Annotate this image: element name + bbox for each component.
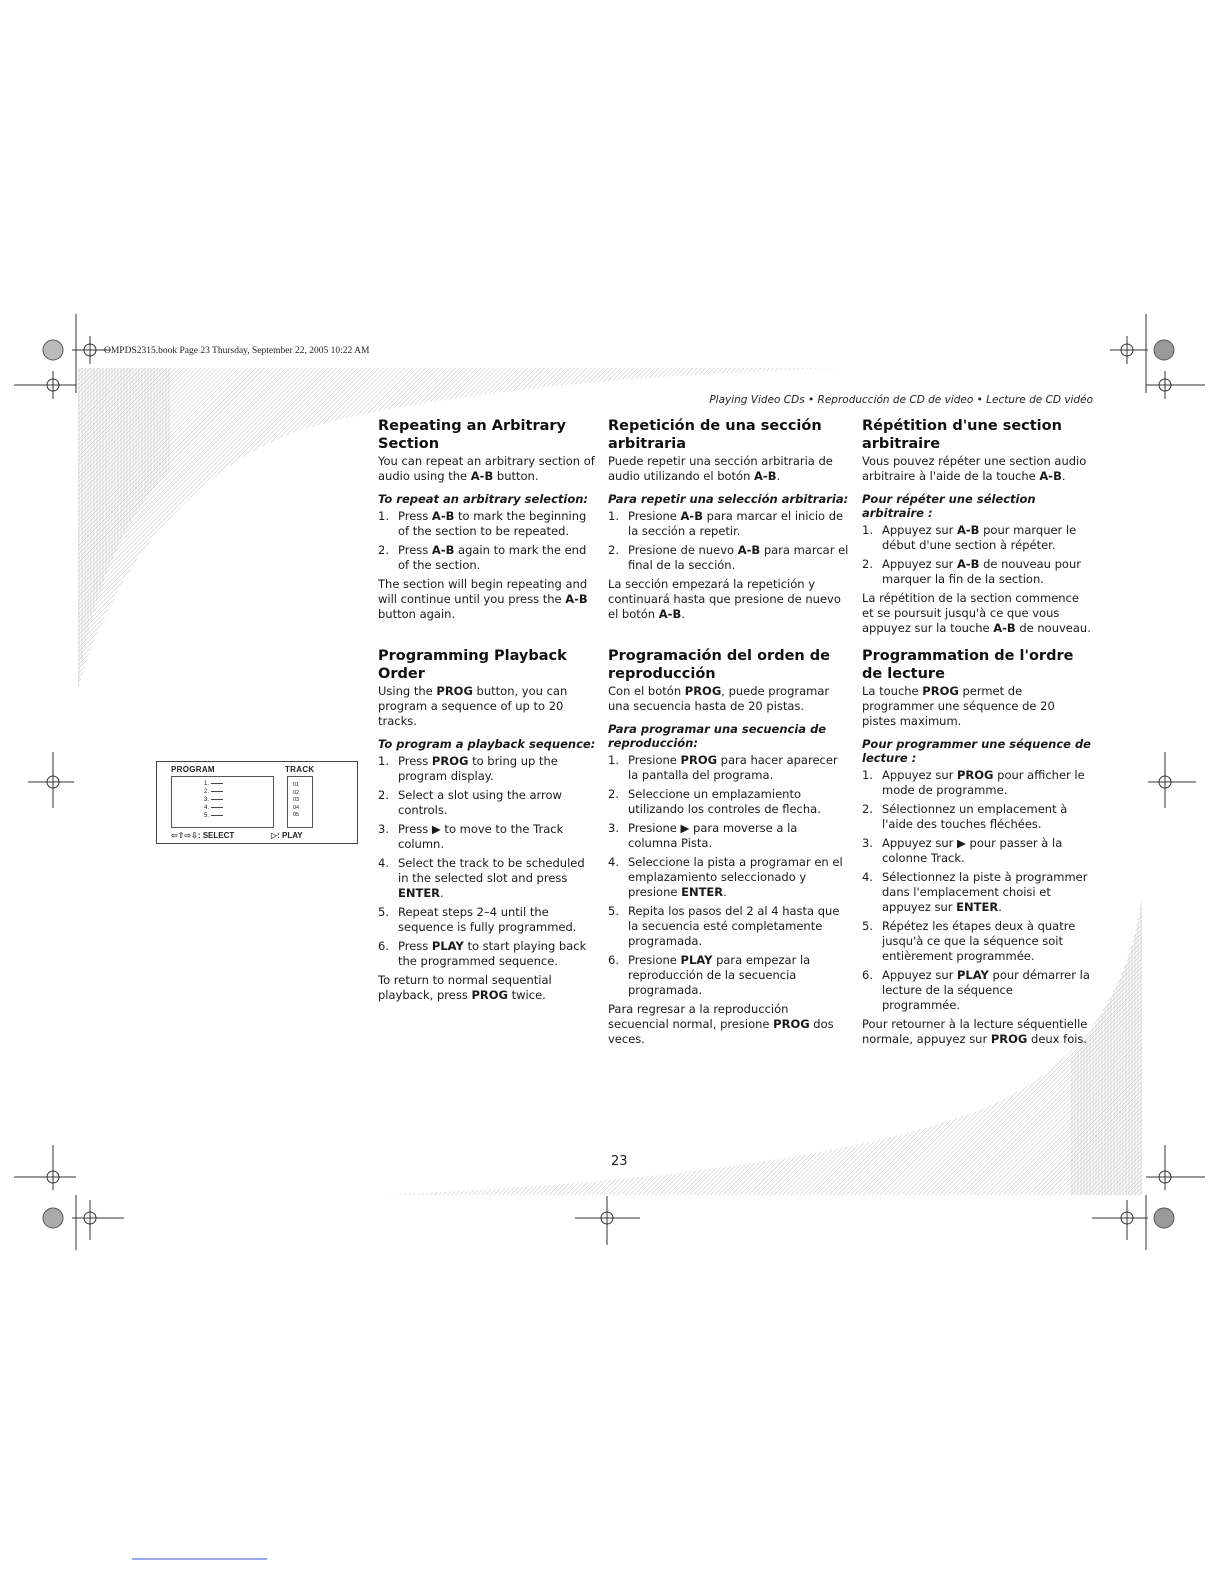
english-program-procedure: To program a playback sequence: [378, 737, 596, 751]
play-hint: ▷: PLAY [271, 831, 303, 840]
english-repeat-outro: The section will begin repeating and will continue until you press the A-B button again. [378, 577, 588, 621]
slot-5: 5. [204, 812, 223, 820]
arrow-keys-icon: ⇦⇧⇨⇩ [171, 831, 198, 840]
step-item: 3. Appuyez sur ▶ pour passer à la colonne Track. [862, 836, 1063, 865]
french-program-procedure: Pour programmer une séquence de lecture : [862, 737, 1091, 765]
track-column-label: TRACK [285, 765, 315, 774]
step-item: 5. Répétez les étapes deux à quatre jusqu'à ce que la séquence soit entièrement programmée. [862, 919, 1076, 963]
english-program-intro: Using the PROG button, you can program a sequence of up to 20 tracks. [378, 684, 568, 728]
step-item: 1. Press A-B to mark the beginning of the section to be repeated. [378, 509, 587, 538]
program-display-illustration [156, 761, 358, 844]
spanish-program-outro: Para regresar a la reproducción secuencial normal, presione PROG dos veces. [608, 1002, 834, 1046]
step-item: 3. Presione ▶ para moverse a la columna Pista. [608, 821, 798, 850]
spanish-program-section [608, 647, 850, 1055]
french-program-section [862, 647, 1092, 1055]
play-arrow-icon: ▶ [957, 836, 966, 850]
play-arrow-icon: ▶ [431, 822, 441, 836]
program-slot-box [171, 776, 274, 828]
step-item: 6. Appuyez sur PLAY pour démarrer la lecture de la séquence programmée. [862, 968, 1090, 1012]
spanish-repeat-outro: La sección empezará la repetición y continuará hasta que presione de nuevo el botón A-B. [608, 577, 841, 621]
spanish-program-steps [608, 753, 850, 998]
french-program-intro: La touche PROG permet de programmer une séquence de 20 pistes maximum. [862, 684, 1055, 728]
english-program-steps [378, 754, 596, 969]
step-item: 2. Press A-B again to mark the end of the section. [378, 543, 587, 572]
running-head: Playing Video CDs • Reproducción de CD de video • Lecture de CD vidéo [709, 394, 1093, 406]
play-arrow-icon: ▶ [680, 821, 690, 835]
select-hint: ⇦⇧⇨⇩: SELECT [171, 831, 235, 840]
step-item: 2. Appuyez sur A-B de nouveau pour marquer la fin de la section. [862, 557, 1081, 586]
step-item: 6. Press PLAY to start playing back the programmed sequence. [378, 939, 587, 968]
slot-list [204, 780, 223, 820]
step-item: 2. Sélectionnez un emplacement à l'aide des touches fléchées. [862, 802, 1068, 831]
french-repeat-intro: Vous pouvez répéter une section audio arbitraire à l'aide de la touche A-B. [862, 454, 1087, 483]
step-item: 2. Select a slot using the arrow controls. [378, 788, 562, 817]
spanish-repeat-steps [608, 509, 850, 573]
slot-2: 2. [204, 788, 223, 796]
english-repeat-section [378, 417, 596, 630]
spanish-program-heading: Programación del orden de reproducción [608, 648, 830, 682]
french-program-heading: Programmation de l'ordre de lecture [862, 648, 1074, 682]
step-item: 2. Presione de nuevo A-B para marcar el final de la sección. [608, 543, 849, 572]
track-5: 05 [293, 812, 300, 818]
step-item: 2. Seleccione un emplazamiento utilizando los controles de flecha. [608, 787, 821, 816]
track-4: 04 [293, 804, 300, 811]
english-program-section [378, 647, 596, 1011]
english-repeat-steps [378, 509, 596, 573]
step-item: 5. Repita los pasos del 2 al 4 hasta que la secuencia esté completamente programada. [608, 904, 840, 948]
spanish-repeat-section [608, 417, 850, 630]
step-item: 5. Repeat steps 2–4 until the sequence is fully programmed. [378, 905, 577, 934]
step-item: 4. Select the track to be scheduled in the selected slot and press ENTER. [378, 856, 585, 900]
spanish-program-intro: Con el botón PROG, puede programar una secuencia hasta de 20 pistas. [608, 684, 830, 713]
track-1: 01 [293, 782, 300, 788]
slot-1: 1. [204, 780, 223, 788]
french-repeat-heading: Répétition d'une section arbitraire [862, 418, 1062, 452]
step-item: 1. Presione PROG para hacer aparecer la pantalla del programa. [608, 753, 838, 782]
step-item: 1. Appuyez sur PROG pour afficher le mode de programme. [862, 768, 1085, 797]
step-item: 3. Press ▶ to move to the Track column. [378, 822, 564, 851]
french-repeat-procedure: Pour répéter une sélection arbitraire : [862, 492, 1036, 520]
spanish-repeat-intro: Puede repetir una sección arbitraria de audio utilizando el botón A-B. [608, 454, 833, 483]
track-list [293, 782, 299, 820]
track-3: 03 [293, 797, 300, 803]
track-list-box [287, 776, 313, 828]
slot-3: 3. [204, 796, 223, 804]
spanish-repeat-procedure: Para repetir una selección arbitraria: [608, 492, 849, 506]
step-item: 4. Seleccione la pista a programar en el emplazamiento seleccionado y presione ENTER. [608, 855, 843, 899]
french-repeat-outro: La répétition de la section commence et se poursuit jusqu'à ce que vous appuyez sur la touche A-B de nouveau. [862, 591, 1091, 635]
step-item: 1. Presione A-B para marcar el inicio de la sección a repetir. [608, 509, 844, 538]
french-program-outro: Pour retourner à la lecture séquentielle normale, appuyez sur PROG deux fois. [862, 1017, 1088, 1046]
step-item: 4. Sélectionnez la piste à programmer dans l'emplacement choisi et appuyez sur ENTER. [862, 870, 1088, 914]
english-program-heading: Programming Playback Order [378, 648, 567, 682]
english-repeat-intro: You can repeat an arbitrary section of audio using the A-B button. [378, 454, 595, 483]
page-number: 23 [611, 1154, 628, 1169]
slot-4: 4. [204, 804, 223, 812]
french-repeat-steps [862, 523, 1092, 587]
french-program-steps [862, 768, 1092, 1013]
english-repeat-heading: Repeating an Arbitrary Section [378, 418, 566, 452]
step-item: 1. Appuyez sur A-B pour marquer le début d'une section à répéter. [862, 523, 1077, 552]
program-column-label: PROGRAM [171, 765, 215, 774]
track-2: 02 [293, 789, 300, 796]
english-repeat-procedure: To repeat an arbitrary selection: [378, 492, 589, 506]
spanish-program-procedure: Para programar una secuencia de reproducción: [608, 722, 827, 750]
spanish-repeat-heading: Repetición de una sección arbitraria [608, 418, 822, 452]
file-slug: OMPDS2315.book Page 23 Thursday, September 22, 2005 10:22 AM [104, 346, 370, 356]
step-item: 6. Presione PLAY para empezar la reproducción de la secuencia programada. [608, 953, 811, 997]
french-repeat-section [862, 417, 1092, 644]
play-outline-icon: ▷ [271, 831, 278, 840]
step-item: 1. Press PROG to bring up the program display. [378, 754, 558, 783]
english-program-outro: To return to normal sequential playback, press PROG twice. [378, 973, 552, 1002]
